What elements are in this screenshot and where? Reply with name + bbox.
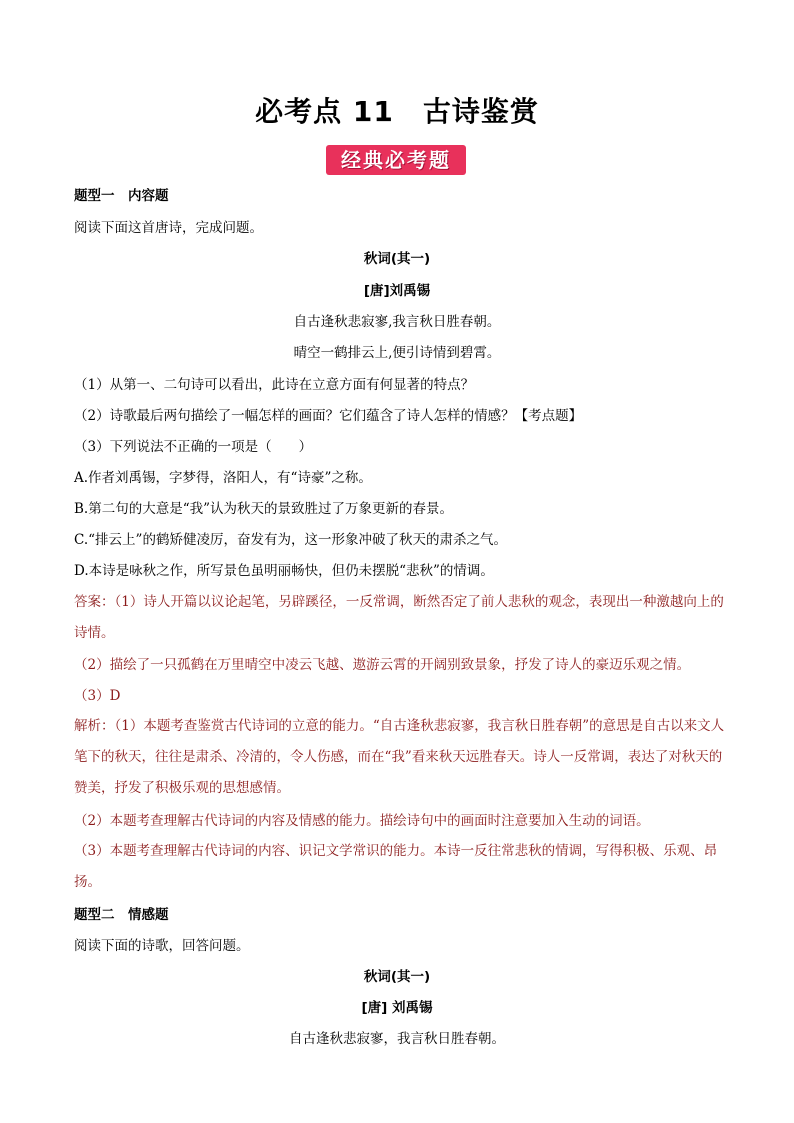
option-d: D.本诗是咏秋之作，所写景色虽明丽畅快，但仍未摆脱“悲秋”的情调。: [74, 563, 494, 579]
section1-heading: 题型一 内容题: [74, 188, 169, 204]
question-3: （3）下列说法不正确的一项是（ ）: [74, 439, 313, 455]
answer-2: （2）描绘了一只孤鹤在万里晴空中凌云飞越、遨游云霄的开阔别致景象，抒发了诗人的豪迈乐观之情。: [74, 657, 691, 673]
poem-title: 秋词(其一): [363, 251, 431, 267]
option-a: A.作者刘禹锡，字梦得，洛阳人，有“诗豪”之称。: [74, 470, 372, 486]
section2-heading: 题型二 情感题: [74, 907, 169, 923]
poem-line: 自古逢秋悲寂寥，我言秋日胜春朝。: [289, 1031, 505, 1047]
poem-title: 秋词(其一): [363, 969, 431, 985]
explanation-3: （3）本题考查理解古代诗词的内容、识记文学常识的能力。本诗一反往常悲秋的情调，写得积极、乐观、昂扬。: [74, 843, 718, 890]
option-c: C.“排云上”的鹤矫健凌厉，奋发有为，这一形象冲破了秋天的肃杀之气。: [74, 532, 507, 548]
section2-instruction: 阅读下面的诗歌，回答问题。: [74, 938, 250, 954]
explanation-1: 解析：（1）本题考查鉴赏古代诗词的立意的能力。“自古逢秋悲寂寥，我言秋日胜春朝”的意思是自古以来文人笔下的秋天，往往是肃杀、冷清的，令人伤感，而在“我”看来秋天远胜春天。诗人一反常调，表达了对秋天的赞美，抒发了积极乐观的思想感情。: [74, 718, 725, 796]
section1-instruction: 阅读下面这首唐诗，完成问题。: [74, 220, 263, 236]
poem-line: 自古逢秋悲寂寥,我言秋日胜春朝。: [293, 314, 501, 330]
explanation-2: （2）本题考查理解古代诗词的内容及情感的能力。描绘诗句中的画面时注意要加入生动的词语。: [74, 813, 650, 829]
poem-line: 晴空一鹤排云上,便引诗情到碧霄。: [293, 345, 501, 361]
option-b: B.第二句的大意是“我”认为秋天的景致胜过了万象更新的春景。: [74, 501, 454, 517]
page-title: 必考点 11 古诗鉴赏: [255, 95, 539, 128]
classic-question-badge: 经典必考题: [326, 145, 466, 175]
question-2: （2）诗歌最后两句描绘了一幅怎样的画面？它们蕴含了诗人怎样的情感？【考点题】: [74, 408, 583, 424]
poem-author: [唐] 刘禹锡: [361, 1000, 433, 1016]
poem-author: [唐]刘禹锡: [363, 283, 431, 299]
question-1: （1）从第一、二句诗可以看出，此诗在立意方面有何显著的特点？: [74, 377, 475, 393]
answer-3: （3）D: [74, 688, 121, 704]
answer-1: 答案：（1）诗人开篇以议论起笔，另辟蹊径，一反常调，断然否定了前人悲秋的观念，表现出一种激越向上的诗情。: [74, 594, 724, 641]
